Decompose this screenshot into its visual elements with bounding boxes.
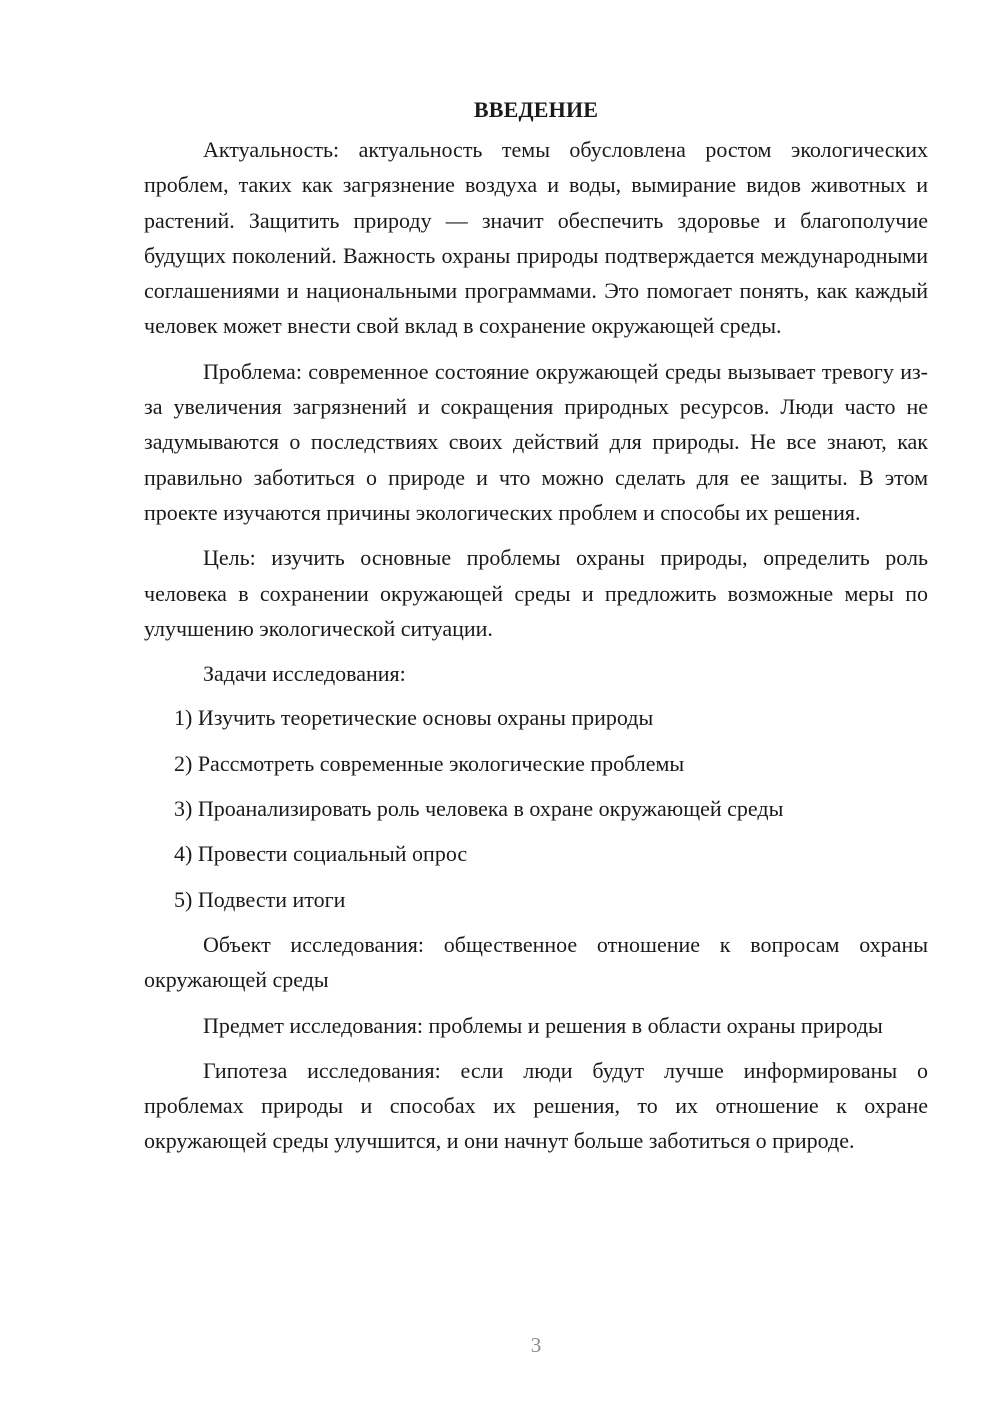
page-number: 3 [530, 1333, 542, 1357]
task-item: 5) Подвести итоги [174, 886, 346, 912]
object-paragraph: Объект исследования: общественное отношение к вопросам охраны окружающей среды [144, 931, 928, 993]
goal-paragraph: Цель: изучить основные проблемы охраны природы, определить роль человека в сохранении окружающей среды и предложить возможные меры по улучшению экологической ситуации. [144, 545, 928, 641]
task-item: 2) Рассмотреть современные экологические проблемы [174, 750, 685, 776]
problem-paragraph: Проблема: современное состояние окружающей среды вызывает тревогу из-за увеличения загрязнений и сокращения природных ресурсов. Люди часто не задумываются о последствиях своих действий для природы. Не все знают, как правильно заботиться о природе и что можно сделать для ее защиты. В этом проекте изучаются причины экологических проблем и способы их решения. [144, 358, 928, 525]
relevance-paragraph: Актуальность: актуальность темы обусловлена ростом экологических проблем, таких как загрязнение воздуха и воды, вымирание видов животных и растений. Защитить природу — значит обеспечить здоровье и благополучие будущих поколений. Важность охраны природы подтверждается международными соглашениями и национальными программами. Это помогает понять, как каждый человек может внести свой вклад в сохранение окружающей среды. [144, 137, 928, 339]
document-page [144, 92, 928, 1169]
hypothesis-paragraph: Гипотеза исследования: если люди будут лучше информированы о проблемах природы и способах их решения, то их отношение к охране окружающей среды улучшится, и они начнут больше заботиться о природе. [144, 1057, 928, 1154]
tasks-list [144, 700, 928, 916]
tasks-heading: Задачи исследования: [203, 661, 406, 687]
subject-paragraph: Предмет исследования: проблемы и решения в области охраны природы [203, 1012, 883, 1038]
task-item: 1) Изучить теоретические основы охраны природы [174, 705, 654, 731]
task-item: 3) Проанализировать роль человека в охране окружающей среды [174, 796, 784, 822]
section-title: ВВЕДЕНИЕ [473, 97, 599, 122]
task-item: 4) Провести социальный опрос [174, 841, 468, 867]
